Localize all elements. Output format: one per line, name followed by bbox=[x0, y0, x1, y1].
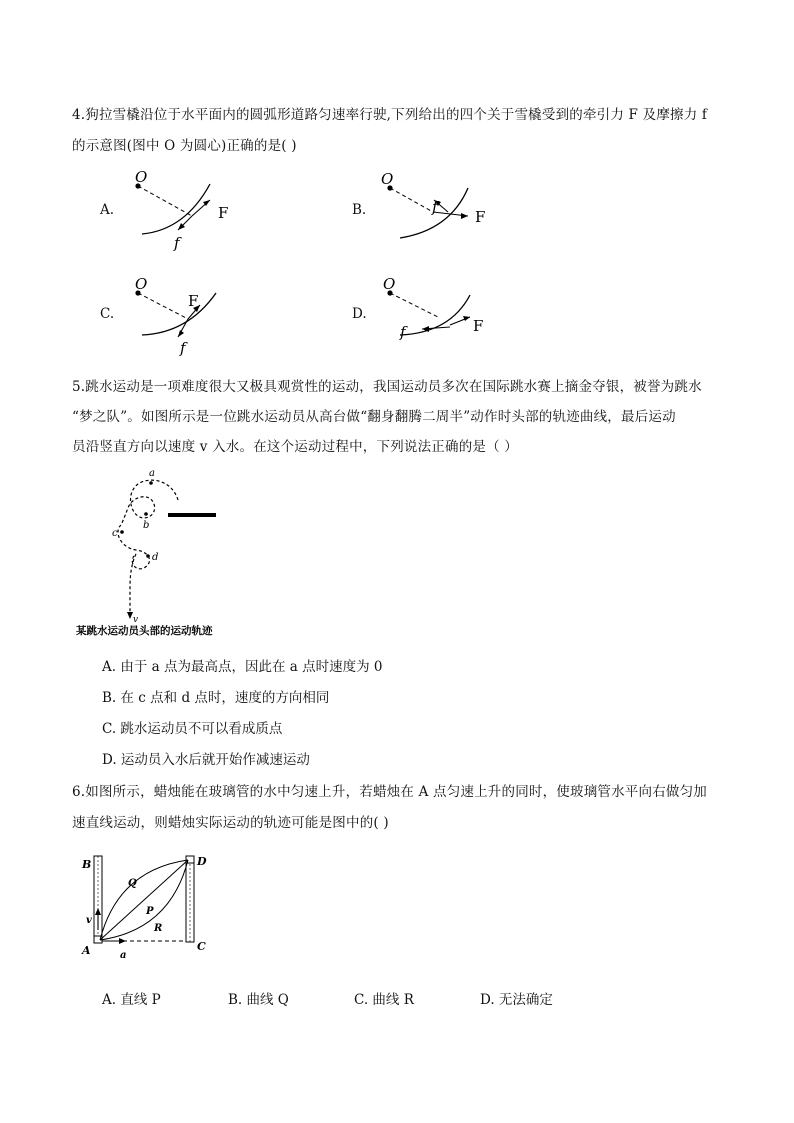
q4-option-b[interactable]: B. bbox=[352, 202, 367, 218]
q5-point-b: b bbox=[143, 520, 150, 531]
q4d-center-label: O bbox=[383, 275, 396, 293]
q6-option-a[interactable]: A. 直线 P bbox=[102, 992, 161, 1008]
q4a-force-f: f bbox=[174, 234, 180, 252]
q6-label-v: v bbox=[86, 915, 92, 926]
q4-option-c[interactable]: C. bbox=[100, 306, 115, 322]
q5-stem-line3: 员沿竖直方向以速度 v 入水。在这个运动过程中，下列说法正确的是（ ） bbox=[72, 439, 518, 455]
q4b-center-label: O bbox=[381, 170, 394, 188]
q5-option-a[interactable]: A. 由于 a 点为最高点，因此在 a 点时速度为 0 bbox=[102, 659, 383, 675]
q5-stem-line1: 5.跳水运动是一项难度很大又极具观赏性的运动，我国运动员多次在国际跳水赛上摘金夺银，被誉为跳水 bbox=[72, 379, 702, 395]
q6-label-Q: Q bbox=[128, 878, 137, 889]
q6-label-B: B bbox=[82, 858, 92, 871]
q4-stem-line1: 4.狗拉雪橇沿位于水平面内的圆弧形道路匀速率行驶,下列给出的四个关于雪橇受到的牵引力 F 及摩擦力 f bbox=[72, 107, 708, 123]
q6-tube-figure bbox=[78, 850, 218, 965]
q4-option-d[interactable]: D. bbox=[352, 306, 367, 322]
q4-figure-d bbox=[378, 275, 498, 350]
q4d-force-F: F bbox=[473, 317, 484, 335]
q4b-force-f: f bbox=[432, 198, 438, 216]
q6-label-R: R bbox=[154, 923, 163, 934]
q4-figure-a bbox=[130, 168, 240, 253]
q5-trajectory-figure bbox=[72, 462, 252, 637]
q4c-force-F: F bbox=[188, 292, 199, 310]
q6-option-d[interactable]: D. 无法确定 bbox=[480, 992, 553, 1008]
q6-stem-line1: 6.如图所示，蜡烛能在玻璃管的水中匀速上升，若蜡烛在 A 点匀速上升的同时，使玻璃管水平向右做匀加 bbox=[72, 784, 708, 800]
q5-option-d[interactable]: D. 运动员入水后就开始作减速运动 bbox=[102, 752, 310, 768]
q5-point-d: d bbox=[152, 552, 159, 563]
q6-option-b[interactable]: B. 曲线 Q bbox=[228, 992, 289, 1008]
q4c-force-f: f bbox=[180, 339, 186, 357]
q6-label-P: P bbox=[146, 906, 154, 917]
q5-stem-line2: “梦之队”。如图所示是一位跳水运动员从高台做“翻身翻腾二周半”动作时头部的轨迹曲线，最后运动 bbox=[72, 409, 676, 425]
q4-option-a[interactable]: A. bbox=[100, 202, 115, 218]
q5-point-c: c bbox=[112, 528, 118, 539]
q5-option-b[interactable]: B. 在 c 点和 d 点时，速度的方向相同 bbox=[102, 690, 330, 706]
q4c-center-label: O bbox=[135, 275, 148, 293]
q4d-force-f: f bbox=[400, 323, 406, 341]
q5-velocity-v: v bbox=[133, 615, 139, 625]
q4-figure-c bbox=[130, 275, 240, 360]
q5-option-c[interactable]: C. 跳水运动员不可以看成质点 bbox=[102, 721, 283, 737]
q6-label-a: a bbox=[120, 950, 127, 961]
q6-stem-line2: 速直线运动，则蜡烛实际运动的轨迹可能是图中的( ) bbox=[72, 815, 389, 831]
q6-label-A: A bbox=[82, 944, 91, 957]
q4b-force-F: F bbox=[475, 208, 486, 226]
q4-figure-b bbox=[378, 172, 498, 247]
q5-point-a: a bbox=[149, 468, 155, 479]
q4a-center-label: O bbox=[135, 168, 148, 186]
q6-label-C: C bbox=[197, 940, 206, 953]
q5-figure-caption: 某跳水运动员头部的运动轨迹 bbox=[76, 625, 213, 637]
q4-stem-line2: 的示意图(图中 O 为圆心)正确的是( ) bbox=[72, 138, 297, 154]
q4a-force-F: F bbox=[218, 204, 229, 222]
q6-label-D: D bbox=[197, 855, 207, 868]
q6-option-c[interactable]: C. 曲线 R bbox=[354, 992, 414, 1008]
